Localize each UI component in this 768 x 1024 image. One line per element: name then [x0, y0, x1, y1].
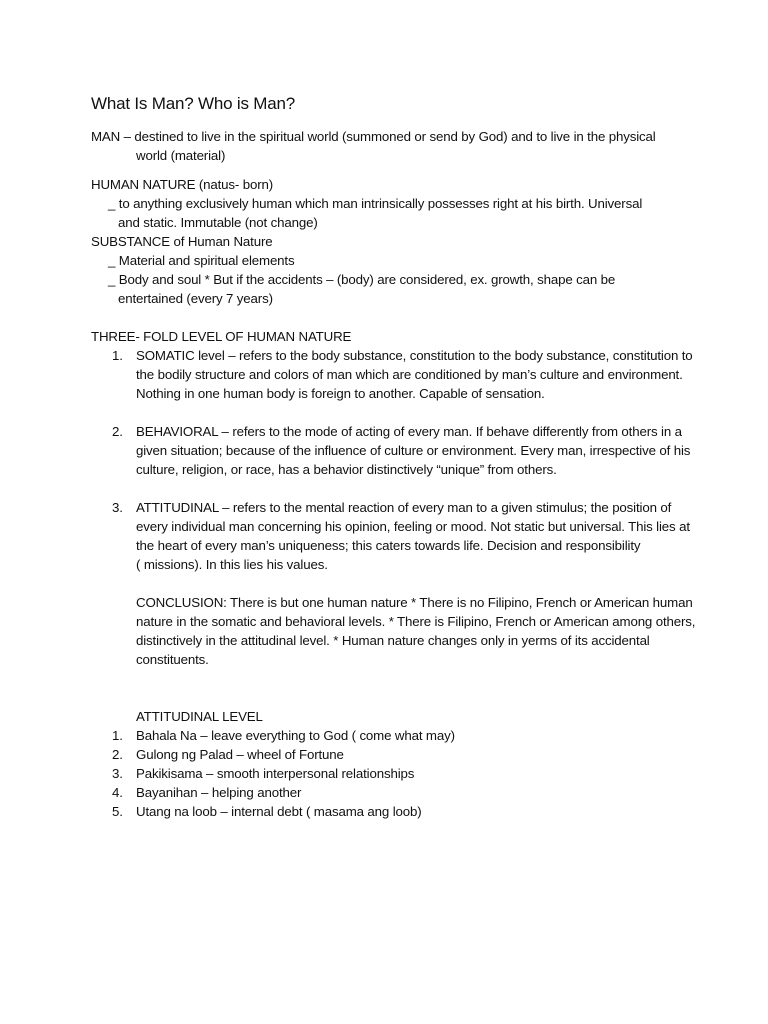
substance-section [91, 232, 615, 308]
list-item [91, 346, 693, 403]
list-item-text: every individual man concerning his opinion, feeling or mood. Not static but universal. This lies at [136, 519, 690, 534]
list-item-text: SOMATIC level – refers to the body substance, constitution to the body substance, constitution to [136, 348, 693, 363]
man-definition [91, 127, 656, 165]
conclusion-line: nature in the somatic and behavioral levels. * There is Filipino, French or American among others, [136, 614, 696, 629]
three-fold-heading: THREE- FOLD LEVEL OF HUMAN NATURE [91, 329, 352, 344]
conclusion-line: CONCLUSION: There is but one human nature * There is no Filipino, French or American human [136, 595, 693, 610]
three-fold-section [91, 327, 351, 346]
conclusion-paragraph [136, 593, 695, 669]
man-line-2: world (material) [136, 148, 226, 163]
list-item [91, 802, 422, 821]
list-item-text: Nothing in one human body is foreign to another. Capable of sensation. [136, 386, 545, 401]
list-item [91, 422, 690, 479]
list-item-number: 3. [112, 500, 123, 515]
man-line-1: MAN – destined to live in the spiritual world (summoned or send by God) and to live in the physical [91, 129, 656, 144]
list-item-text: Gulong ng Palad – wheel of Fortune [136, 747, 344, 762]
list-item [91, 764, 415, 783]
list-item [91, 726, 455, 745]
list-item-number: 3. [112, 766, 123, 781]
page-title: What Is Man? Who is Man? [91, 94, 295, 113]
list-item-text: the heart of every man’s uniqueness; this caters towards life. Decision and responsibility [136, 538, 641, 553]
human-nature-section [91, 175, 642, 232]
list-item-text: the bodily structure and colors of man which are conditioned by man’s culture and environment. [136, 367, 683, 382]
list-item [91, 745, 344, 764]
human-nature-line-1: _ to anything exclusively human which man intrinsically possesses right at his birth. Universal [108, 196, 643, 211]
list-item-number: 5. [112, 804, 123, 819]
human-nature-line-2: and static. Immutable (not change) [118, 215, 318, 230]
list-item-text: Utang na loob – internal debt ( masama ang loob) [136, 804, 422, 819]
list-item-text: Bayanihan – helping another [136, 785, 302, 800]
list-item-text: Bahala Na – leave everything to God ( come what may) [136, 728, 455, 743]
list-item-text: Pakikisama – smooth interpersonal relationships [136, 766, 415, 781]
list-item-number: 1. [112, 728, 123, 743]
list-item-number: 2. [112, 424, 123, 439]
attitudinal-level-heading: ATTITUDINAL LEVEL [136, 709, 263, 724]
list-item-text: given situation; because of the influence of culture or environment. Every man, irrespective of his [136, 443, 691, 458]
substance-line-2: _ Body and soul * But if the accidents – (body) are considered, ex. growth, shape can be [108, 272, 616, 287]
human-nature-heading: HUMAN NATURE (natus- born) [91, 177, 274, 192]
list-item [91, 498, 690, 574]
attitudinal-level-section [91, 707, 455, 821]
substance-line-1: _ Material and spiritual elements [108, 253, 295, 268]
conclusion-line: distinctively in the attitudinal level. * Human nature changes only in yerms of its accidental [136, 633, 650, 648]
substance-heading: SUBSTANCE of Human Nature [91, 234, 273, 249]
list-item-number: 1. [112, 348, 123, 363]
list-item-number: 4. [112, 785, 123, 800]
list-item-text: ( missions). In this lies his values. [136, 557, 328, 572]
conclusion-line: constituents. [136, 652, 209, 667]
list-item-text: BEHAVIORAL – refers to the mode of acting of every man. If behave differently from others in a [136, 424, 682, 439]
list-item [91, 783, 302, 802]
list-item-text: culture, religion, or race, has a behavior distinctively “unique” from others. [136, 462, 557, 477]
substance-line-3: entertained (every 7 years) [118, 291, 273, 306]
list-item-number: 2. [112, 747, 123, 762]
list-item-text: ATTITUDINAL – refers to the mental reaction of every man to a given stimulus; the position of [136, 500, 672, 515]
